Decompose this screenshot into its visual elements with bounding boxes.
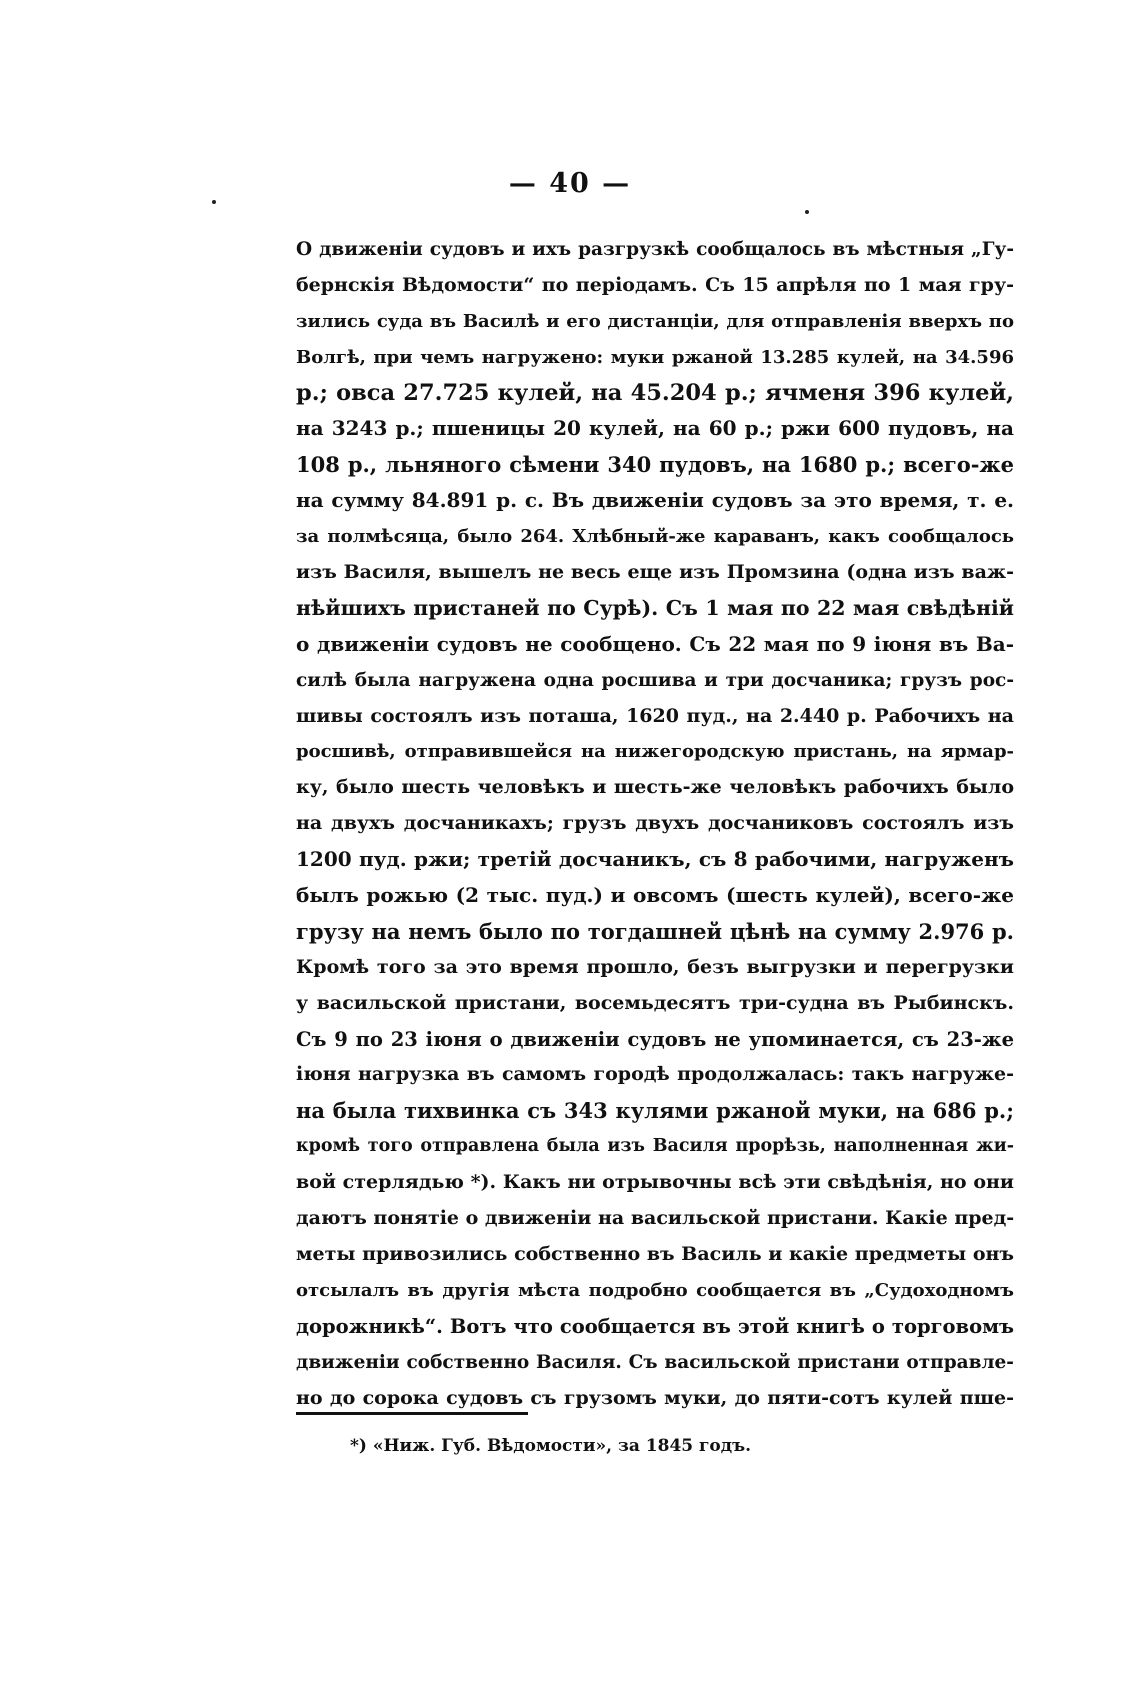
text-line: но до сорока судовъ съ грузомъ муки, до пяти-сотъ кулей пше- — [296, 1386, 1014, 1409]
text-line: движеніи собственно Василя. Съ васильской пристани отправле- — [296, 1351, 1014, 1373]
text-line: кромѣ того отправлена была изъ Василя прорѣзь, наполненная жи- — [296, 1136, 1014, 1157]
page-number: — 40 — — [508, 168, 632, 199]
text-line: былъ рожью (2 тыс. пуд.) и овсомъ (шесть кулей), всего-же — [296, 883, 1014, 908]
text-line: бернскія Вѣдомости“ по періодамъ. Съ 15 апрѣля по 1 мая гру- — [296, 273, 1014, 296]
text-line: на сумму 84.891 р. с. Въ движеніи судовъ за это время, т. е. — [296, 488, 1014, 513]
footnote-rule — [296, 1412, 528, 1415]
footnote: *) «Ниж. Губ. Вѣдомости», за 1845 годъ. — [350, 1436, 752, 1456]
text-line: вой стерлядью *). Какъ ни отрывочны всѣ эти свѣдѣнія, но они — [296, 1171, 1014, 1194]
text-line: силѣ была нагружена одна росшива и три досчаника; грузъ рос- — [296, 669, 1014, 691]
text-line: зились суда въ Василѣ и его дистанціи, для отправленія вверхъ по — [296, 310, 1014, 332]
scan-speck — [805, 210, 809, 214]
text-line: іюня нагрузка въ самомъ городѣ продолжалась: такъ нагруже- — [296, 1063, 1014, 1086]
text-line: за полмѣсяца, было 264. Хлѣбный-же караванъ, какъ сообщалось — [296, 526, 1014, 548]
text-line: росшивѣ, отправившейся на нижегородскую пристань, на ярмар- — [296, 741, 1014, 763]
text-line: ку, было шесть человѣкъ и шесть-же человѣкъ рабочихъ было — [296, 776, 1014, 799]
text-line: дорожникѣ“. Вотъ что сообщается въ этой книгѣ о торговомъ — [296, 1314, 1014, 1338]
text-line: 108 р., льняного сѣмени 340 пудовъ, на 1680 р.; всего-же — [296, 452, 1014, 478]
text-line: р.; овса 27.725 кулей, на 45.204 р.; ячменя 396 кулей, — [296, 379, 1014, 406]
text-line: на двухъ досчаникахъ; грузъ двухъ досчаниковъ состоялъ изъ — [296, 812, 1014, 835]
text-line: Кромѣ того за это время прошло, безъ выгрузки и перегрузки — [296, 955, 1014, 978]
text-line: шивы состоялъ изъ поташа, 1620 пуд., на 2.440 р. Рабочихъ на — [296, 704, 1014, 727]
body-text — [296, 232, 1014, 1416]
text-line: на 3243 р.; пшеницы 20 кулей, на 60 р.; ржи 600 пудовъ, на — [296, 416, 1014, 441]
text-line: грузу на немъ было по тогдашней цѣнѣ на сумму 2.976 р. — [296, 918, 1014, 944]
text-line: изъ Василя, вышелъ не весь еще изъ Промзина (одна изъ важ- — [296, 561, 1014, 584]
text-line: даютъ понятіе о движеніи на васильской пристани. Какіе пред- — [296, 1207, 1014, 1230]
text-line: меты привозились собственно въ Василь и какіе предметы онъ — [296, 1242, 1014, 1265]
text-line: Волгѣ, при чемъ нагружено: муки ржаной 13.285 кулей, на 34.596 — [296, 346, 1014, 368]
text-line: 1200 пуд. ржи; третій досчаникъ, съ 8 рабочими, нагруженъ — [296, 847, 1014, 872]
text-line: у васильской пристани, восемьдесятъ три-судна въ Рыбинскъ. — [296, 991, 1014, 1014]
scan-speck — [212, 200, 216, 204]
text-line: о движеніи судовъ не сообщено. Съ 22 мая по 9 іюня въ Ва- — [296, 631, 1014, 656]
text-line: нѣйшихъ пристаней по Сурѣ). Съ 1 мая по 22 мая свѣдѣній — [296, 595, 1014, 620]
text-line: О движеніи судовъ и ихъ разгрузкѣ сообщалось въ мѣстныя „Гу- — [296, 239, 1014, 260]
text-line: Съ 9 по 23 іюня о движеніи судовъ не упоминается, съ 23-же — [296, 1027, 1014, 1051]
text-line: на была тихвинка съ 343 кулями ржаной муки, на 686 р.; — [296, 1098, 1014, 1124]
text-line: отсылалъ въ другія мѣста подробно сообщается въ „Судоходномъ — [296, 1279, 1014, 1301]
